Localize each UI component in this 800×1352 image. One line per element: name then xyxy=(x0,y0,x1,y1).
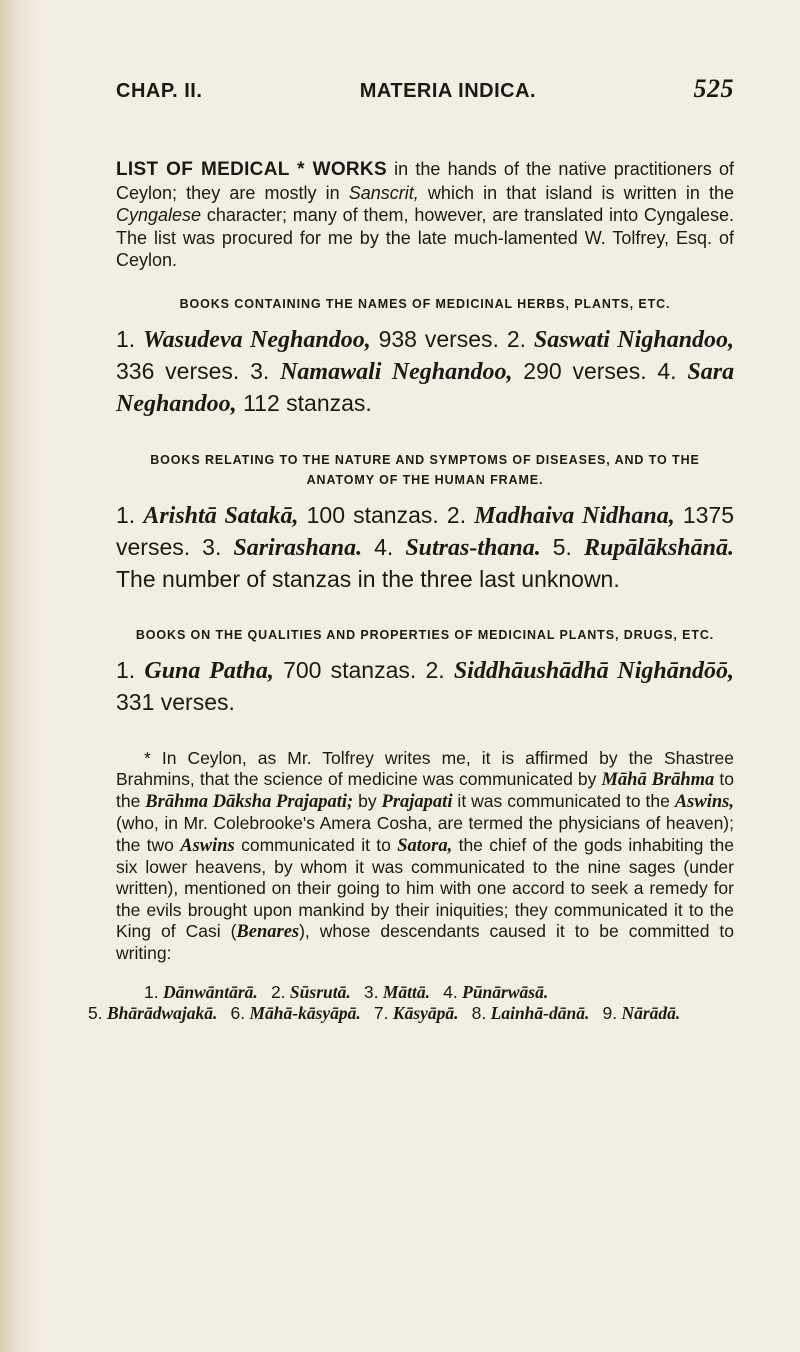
sage-name: Pūnārwāsā. xyxy=(462,981,549,1002)
item-title: Madhaiva Nidhana, xyxy=(474,502,675,529)
footnote-italic: Aswins xyxy=(180,835,235,856)
item-number: 4. xyxy=(374,533,394,560)
page-edge-shadow xyxy=(0,0,40,1352)
sage-number: 3. xyxy=(363,981,379,1002)
item-number: 3. xyxy=(250,357,270,384)
section-heading: BOOKS CONTAINING THE NAMES OF MEDICINAL HERBS, PLANTS, ETC. xyxy=(179,296,671,311)
sage-name: Kāsyāpā. xyxy=(392,1003,459,1024)
item-title: Namawali Neghandoo, xyxy=(280,358,513,385)
sage-name: Māttā. xyxy=(382,981,431,1002)
item-title: Sara Neghandoo, xyxy=(116,358,735,417)
sage-name: Sūsrutā. xyxy=(289,981,351,1002)
item-detail: 331 verses. xyxy=(116,688,235,715)
item-number: 2. xyxy=(425,656,445,683)
item-detail: 100 stanzas. xyxy=(306,501,439,528)
sage-number: 5. xyxy=(88,1003,103,1024)
footnote-text: to the xyxy=(116,768,734,812)
footnote-text: by xyxy=(353,791,382,812)
item-detail: 938 verses. xyxy=(378,325,499,352)
item-title: Guna Patha, xyxy=(144,657,274,684)
page-number: 525 xyxy=(693,74,734,103)
item-number: 3. xyxy=(202,533,222,560)
item-number: 2. xyxy=(446,501,467,528)
book-title: MATERIA INDICA. xyxy=(359,80,537,102)
item-detail: 336 verses. xyxy=(116,357,240,384)
footnote-italic: Benares xyxy=(236,921,300,942)
chapter-label: CHAP. II. xyxy=(116,80,203,102)
intro-cyngalese: Cyngalese xyxy=(116,205,202,225)
footnote-italic: Prajapati xyxy=(381,792,453,813)
item-title: Sutras-thana. xyxy=(405,534,541,561)
item-number: 2. xyxy=(506,325,526,352)
item-title: Arishtā Satakā, xyxy=(143,502,299,529)
sage-name: Bhārādwajakā. xyxy=(106,1003,218,1024)
footnote-text: (who, in Mr. Colebrooke's Amera Cosha, are termed the physicians of heaven); the two xyxy=(116,813,734,855)
sage-name: Nārādā. xyxy=(621,1003,681,1024)
running-head xyxy=(116,74,734,104)
intro-text-1: in the hands of the native practitioners of Ceylon; they are mostly in xyxy=(116,159,734,203)
section-body xyxy=(116,324,734,420)
item-title: Rupālākshānā. xyxy=(583,534,734,561)
item-detail: The number of stanzas in the three last unknown. xyxy=(116,565,620,592)
intro-text-3: character; many of them, however, are translated into Cyngalese. The list was procured for me by the late much-lamented W. Tolfrey, Esq. of Ceylon. xyxy=(116,205,734,270)
footnote-italic: Satora, xyxy=(397,835,453,856)
footnote-text: communicated it to xyxy=(234,834,398,855)
item-title: Saswati Nighandoo, xyxy=(533,326,735,353)
sage-name: Lainhā-dānā. xyxy=(490,1003,590,1024)
section-heading: BOOKS ON THE QUALITIES AND PROPERTIES OF MEDICINAL PLANTS, DRUGS, ETC. xyxy=(135,627,715,642)
section-body xyxy=(116,500,734,595)
sage-name: Māhā-kāsyāpā. xyxy=(249,1003,361,1024)
footnote-text: ), whose descendants caused it to be committed to writing: xyxy=(116,920,735,964)
sage-number: 4. xyxy=(443,981,458,1002)
page-content xyxy=(88,74,735,1025)
footnote-italic: Brāhma Dāksha Prajapati; xyxy=(145,792,354,813)
intro-sanscrit: Sanscrit, xyxy=(348,182,419,203)
intro-lead: LIST OF MEDICAL * WORKS xyxy=(116,159,387,180)
item-title: Siddhāushādhā Nighāndōō, xyxy=(453,657,735,684)
item-detail: 290 verses. xyxy=(523,357,647,384)
sage-number: 9. xyxy=(602,1003,618,1024)
intro-text-2: which in that island is written in the xyxy=(418,182,735,203)
sage-number: 7. xyxy=(373,1003,389,1024)
item-title: Sarirashana. xyxy=(233,534,363,561)
item-number: 1. xyxy=(116,501,136,528)
sage-number: 1. xyxy=(144,981,159,1002)
item-number: 4. xyxy=(657,357,677,384)
footnote-italic: Aswins, xyxy=(674,792,734,813)
sage-number: 8. xyxy=(471,1003,487,1024)
item-number: 1. xyxy=(116,656,136,683)
sages-list xyxy=(88,981,734,1025)
footnote-italic: Māhā Brāhma xyxy=(601,769,715,790)
item-number: 1. xyxy=(116,325,136,352)
item-detail: 1375 verses. xyxy=(116,501,735,560)
intro-paragraph xyxy=(116,158,734,272)
footnote-text: * In Ceylon, as Mr. Tolfrey writes me, it is affirmed by the Shastree Brahmins, that the science of medicine was communicated by xyxy=(116,747,734,789)
footnote-text: it was communicated to the xyxy=(452,791,675,812)
sage-number: 2. xyxy=(270,981,286,1002)
item-detail: 112 stanzas. xyxy=(243,389,372,416)
footnote-text: the chief of the gods inhabiting the six lower heavens, by whom it was communicated to the nine sages (under written), mentioned on their going to him with one accord to seek a remedy for the evils brought upon mankind by their iniquities; they communicated it to the King of Casi ( xyxy=(116,834,734,941)
item-title: Wasudeva Neghandoo, xyxy=(143,326,371,353)
sage-number: 6. xyxy=(230,1003,246,1024)
footnote xyxy=(116,748,734,965)
item-number: 5. xyxy=(552,533,572,560)
item-detail: 700 stanzas. xyxy=(283,656,417,683)
section-heading: BOOKS RELATING TO THE NATURE AND SYMPTOMS OF DISEASES, AND TO THE ANATOMY OF THE HUMAN FRAME. xyxy=(150,452,700,487)
sage-name: Dānwāntārā. xyxy=(162,981,258,1002)
section-body xyxy=(116,655,734,718)
